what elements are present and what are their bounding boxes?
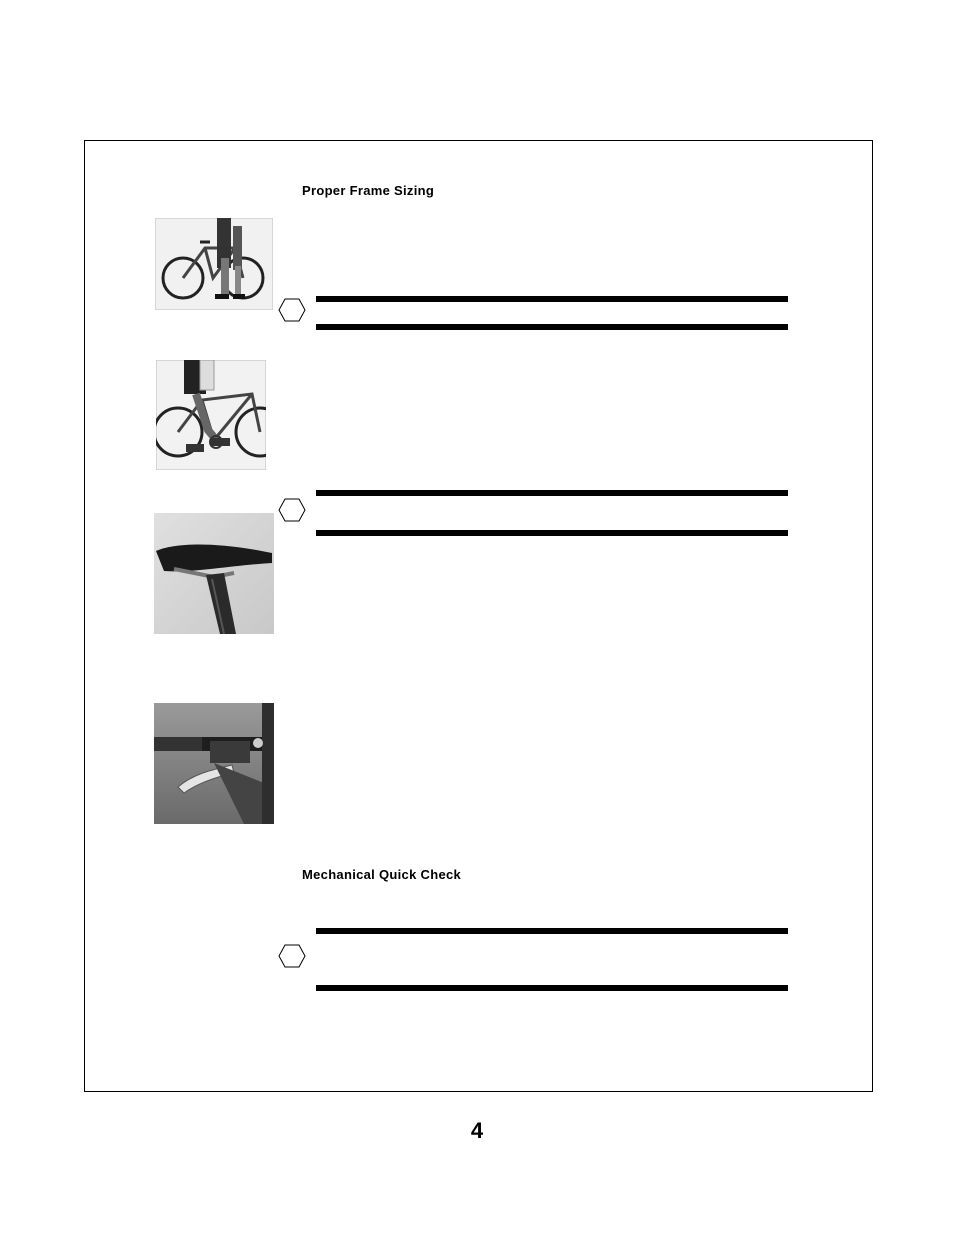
page-number: 4 — [470, 1118, 484, 1143]
saddle-seatpost-photo — [154, 513, 274, 634]
rider-seated-photo — [156, 360, 266, 470]
section-title-frame-sizing: Proper Frame Sizing — [302, 183, 435, 198]
brake-lever-photo — [154, 703, 274, 824]
hexagon-icon — [278, 298, 306, 322]
warning-rule-top — [316, 928, 788, 934]
hexagon-icon — [278, 498, 306, 522]
warning-rule-top — [316, 490, 788, 496]
warning-rule-bottom — [316, 985, 788, 991]
hexagon-icon — [278, 944, 306, 968]
warning-rule-top — [316, 296, 788, 302]
warning-rule-bottom — [316, 324, 788, 330]
warning-rule-bottom — [316, 530, 788, 536]
bike-standover-photo — [155, 218, 273, 310]
section-title-quick-check: Mechanical Quick Check — [302, 867, 462, 882]
